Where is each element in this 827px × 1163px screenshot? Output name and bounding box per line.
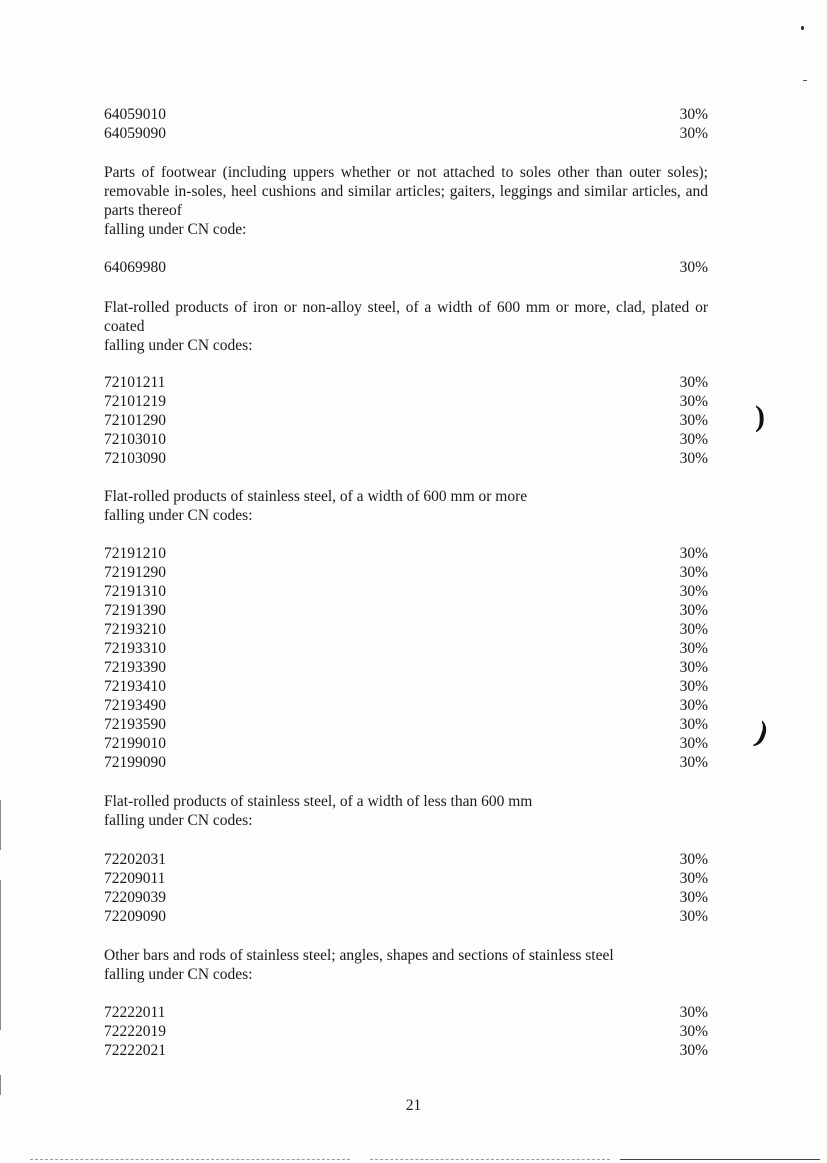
scan-dashed-line — [370, 1159, 610, 1160]
duty-rate: 30% — [679, 851, 708, 868]
code-row — [104, 563, 708, 582]
code-row — [104, 1022, 708, 1041]
section-3 — [104, 487, 708, 525]
cn-code: 72199010 — [104, 735, 166, 752]
duty-rate: 30% — [679, 106, 708, 123]
code-row — [104, 1041, 708, 1060]
section-description: Parts of footwear (including uppers whether or not attached to soles other than outer soles); removable in-soles, heel cushions and similar articles; gaiters, leggings and similar articles, and parts thereof — [104, 164, 708, 219]
duty-rate: 30% — [679, 125, 708, 142]
code-row — [104, 601, 708, 620]
page-number: 21 — [405, 1097, 422, 1114]
duty-rate: 30% — [679, 545, 708, 562]
section-cn-label: falling under CN codes: — [104, 507, 253, 524]
duty-rate: 30% — [679, 393, 708, 410]
cn-code: 72191310 — [104, 583, 166, 600]
duty-rate: 30% — [679, 1042, 708, 1059]
duty-rate: 30% — [679, 259, 708, 276]
duty-rate: 30% — [679, 621, 708, 638]
duty-rate: 30% — [679, 697, 708, 714]
duty-rate: 30% — [679, 678, 708, 695]
duty-rate: 30% — [679, 735, 708, 752]
binder-hole-mark: ) — [751, 715, 773, 750]
cn-code: 72101219 — [104, 393, 166, 410]
code-row — [104, 639, 708, 658]
section-2-codes — [104, 373, 708, 468]
scan-edge-line — [0, 800, 1, 850]
code-row — [104, 734, 708, 753]
section-4-codes — [104, 850, 708, 926]
cn-code: 72103090 — [104, 450, 166, 467]
code-row — [104, 373, 708, 392]
cn-code: 64059090 — [104, 125, 166, 142]
scan-speck — [803, 80, 807, 81]
code-row — [104, 677, 708, 696]
cn-code: 72193590 — [104, 716, 166, 733]
section-cn-label: falling under CN codes: — [104, 966, 253, 983]
code-row — [104, 430, 708, 449]
section-2 — [104, 298, 708, 355]
scan-speck — [801, 26, 804, 30]
cn-code: 72191210 — [104, 545, 166, 562]
section-3-codes — [104, 544, 708, 772]
cn-code: 72101211 — [104, 374, 166, 391]
cn-code: 72101290 — [104, 412, 166, 429]
code-row — [104, 449, 708, 468]
section-5-codes — [104, 1003, 708, 1060]
cn-code: 72209039 — [104, 889, 166, 906]
code-row — [104, 888, 708, 907]
section-description: Flat-rolled products of stainless steel, of a width of 600 mm or more — [104, 488, 528, 505]
cn-code: 72193390 — [104, 659, 166, 676]
section-0 — [104, 105, 708, 143]
section-1-codes — [104, 258, 708, 277]
code-row — [104, 105, 708, 124]
duty-rate: 30% — [679, 564, 708, 581]
duty-rate: 30% — [679, 870, 708, 887]
cn-code: 64059010 — [104, 106, 166, 123]
duty-rate: 30% — [679, 374, 708, 391]
code-row — [104, 753, 708, 772]
cn-code: 72193410 — [104, 678, 166, 695]
code-row — [104, 392, 708, 411]
duty-rate: 30% — [679, 431, 708, 448]
duty-rate: 30% — [679, 1023, 708, 1040]
cn-code: 72191290 — [104, 564, 166, 581]
duty-rate: 30% — [679, 450, 708, 467]
code-row — [104, 258, 708, 277]
cn-code: 72202031 — [104, 851, 166, 868]
section-cn-label: falling under CN codes: — [104, 337, 253, 354]
code-row — [104, 658, 708, 677]
section-description: Other bars and rods of stainless steel; angles, shapes and sections of stainless steel — [104, 947, 614, 964]
cn-code: 64069980 — [104, 259, 166, 276]
cn-code: 72199090 — [104, 754, 166, 771]
section-cn-label: falling under CN code: — [104, 221, 247, 238]
duty-rate: 30% — [679, 908, 708, 925]
code-row — [104, 544, 708, 563]
code-row — [104, 1003, 708, 1022]
code-row — [104, 715, 708, 734]
code-row — [104, 124, 708, 143]
scan-dashed-line — [620, 1159, 820, 1160]
section-description: Flat-rolled products of stainless steel, of a width of less than 600 mm — [104, 793, 533, 810]
duty-rate: 30% — [679, 602, 708, 619]
duty-rate: 30% — [679, 889, 708, 906]
code-row — [104, 696, 708, 715]
cn-code: 72222019 — [104, 1023, 166, 1040]
duty-rate: 30% — [679, 716, 708, 733]
section-4 — [104, 792, 708, 830]
section-5 — [104, 946, 708, 984]
cn-code: 72193310 — [104, 640, 166, 657]
section-description: Flat-rolled products of iron or non-alloy steel, of a width of 600 mm or more, clad, plated or coated — [104, 299, 708, 335]
code-row — [104, 850, 708, 869]
binder-hole-mark: ) — [755, 400, 765, 433]
cn-code: 72209090 — [104, 908, 166, 925]
cn-code: 72193210 — [104, 621, 166, 638]
duty-rate: 30% — [679, 583, 708, 600]
cn-code: 72103010 — [104, 431, 166, 448]
code-row — [104, 582, 708, 601]
scan-edge-line — [0, 1075, 1, 1095]
code-row — [104, 869, 708, 888]
code-row — [104, 907, 708, 926]
duty-rate: 30% — [679, 659, 708, 676]
scan-dashed-line — [30, 1159, 350, 1160]
scan-edge-line — [0, 880, 1, 1030]
cn-code: 72193490 — [104, 697, 166, 714]
cn-code: 72191390 — [104, 602, 166, 619]
section-cn-label: falling under CN codes: — [104, 812, 253, 829]
duty-rate: 30% — [679, 640, 708, 657]
duty-rate: 30% — [679, 412, 708, 429]
cn-code: 72222021 — [104, 1042, 166, 1059]
code-row — [104, 411, 708, 430]
cn-code: 72209011 — [104, 870, 166, 887]
duty-rate: 30% — [679, 754, 708, 771]
code-row — [104, 620, 708, 639]
cn-code: 72222011 — [104, 1004, 166, 1021]
duty-rate: 30% — [679, 1004, 708, 1021]
section-1 — [104, 163, 708, 239]
